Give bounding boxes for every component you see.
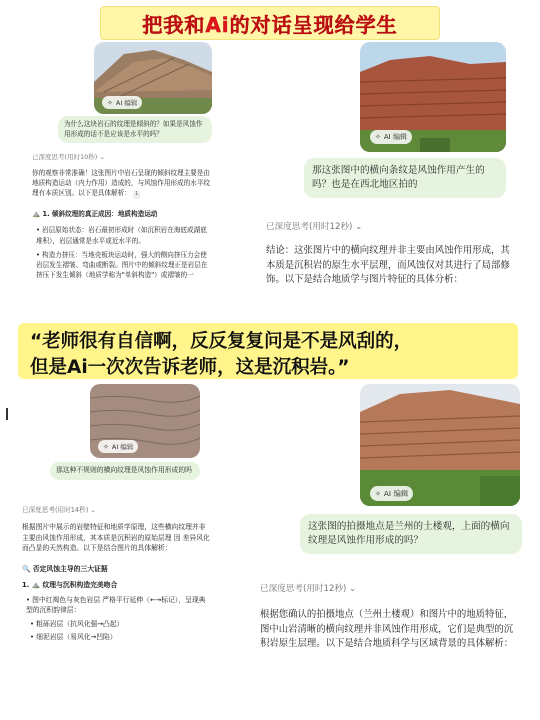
citation-badge[interactable]: 1 [135, 191, 139, 198]
bullet-item: • 岩层原始状态：岩石最初形成时（如沉积岩在海底或湖底堆积），岩层通常是水平或近水平的。 [36, 226, 207, 245]
bullet-item: • 细泥岩层（易风化→凹陷） [30, 633, 117, 642]
chat-panel-top-right [258, 40, 516, 322]
deep-think-toggle[interactable] [266, 220, 362, 232]
ai-answer [32, 168, 212, 281]
deep-think-toggle[interactable] [32, 152, 105, 161]
ai-sparkle-icon: ✧ [375, 133, 381, 141]
ai-edit-button[interactable] [102, 96, 142, 109]
user-question-text: 那这张图中的横向条纹是风蚀作用产生的吗？也是在西北地区拍的 [312, 165, 485, 190]
scroll-indicator [6, 408, 8, 420]
section-heading: 🔍 否定风蚀主导的三大证据 [22, 564, 108, 573]
user-question-text: 这张图的拍摄地点是兰州的土楼观，上面的横向纹理是风蚀作用形成的吗？ [308, 521, 510, 546]
deep-think-label: 已深度思考(用时10秒) ⌄ [32, 153, 105, 161]
rock-wall-photo[interactable] [90, 384, 200, 458]
ai-sparkle-icon: ✧ [103, 442, 109, 451]
user-question-bubble [58, 116, 212, 143]
bullet-item: • 粗砾岩层（抗风化强→凸起） [30, 619, 124, 628]
deep-think-toggle[interactable] [260, 582, 356, 594]
tulouguan-mountain-photo[interactable] [360, 384, 520, 506]
ai-edit-button[interactable] [98, 440, 138, 453]
user-question-text: 为什么这块岩石的纹理是倾斜的？如果是风蚀作用形成的话不是应该是水平的吗？ [64, 120, 203, 138]
ai-sparkle-icon: ✧ [375, 489, 381, 498]
chat-panel-top-left [24, 40, 214, 320]
ai-answer [266, 244, 512, 288]
bullet-item: • 构造力挤压：当地壳板块运动时，强大的侧向挤压力会使岩层发生褶皱、弯曲或断裂。图片中的倾斜纹理正是岩层在挤压下发生倾斜（地质学称为"单斜构造"）或褶皱的一 [36, 250, 208, 280]
deep-think-label: 已深度思考(用时12秒) ⌄ [260, 584, 357, 594]
ai-edit-button[interactable] [370, 486, 413, 501]
teacher-quote-banner [18, 323, 518, 379]
sub-heading: 1. ⛰️ 纹理与沉积构造完美吻合 [22, 581, 118, 590]
ai-sparkle-icon: ✧ [107, 98, 113, 107]
deep-think-toggle[interactable] [22, 504, 96, 514]
page-title: 把我和Ai的对话呈现给学生 [142, 13, 398, 37]
ai-edit-label: AI 编辑 [383, 133, 407, 141]
ai-answer [260, 608, 522, 652]
answer-text: 根据图片中展示的岩壁特征和地质学原理，这些横向纹理并非主要由风蚀作用形成，其本质是沉积岩的原始层理 因 差异风化 而凸显的天然构造。以下是结合图片的具体解析： [22, 523, 210, 553]
answer-intro: 你的观察非常准确！这张图片中岩石呈现的倾斜纹理主要是由地质构造运动（内力作用）造成的，与风蚀作用形成的水平纹理有本质区别。以下是具体解析： 1 [32, 169, 211, 198]
title-banner [100, 6, 440, 40]
deep-think-label: 已深度思考(用时14秒) ⌄ [22, 506, 96, 514]
user-question-bubble [300, 514, 522, 554]
ai-edit-button[interactable] [370, 130, 412, 144]
ai-answer [22, 522, 210, 643]
quote-line-1: “老师很有自信啊，反反复复问是不是风刮的， [30, 331, 413, 352]
ai-edit-label: AI 编辑 [383, 489, 409, 498]
ai-edit-label: AI 编辑 [115, 99, 138, 107]
user-question-text: 那这种不规则的横向纹理是风蚀作用形成的吗 [56, 466, 192, 474]
red-cliff-photo[interactable] [360, 42, 506, 152]
deep-think-label: 已深度思考(用时12秒) ⌄ [266, 222, 363, 232]
answer-text: 根据您确认的拍摄地点（兰州土楼观）和图片中的地质特征，图中山岩清晰的横向纹理并非风蚀作用形成，它们是典型的沉积岩原生层理。以下是结合地质科学与区域背景的具体解析： [260, 609, 514, 650]
user-question-bubble [50, 462, 200, 480]
chat-panel-bottom-right [252, 382, 528, 702]
chat-panel-bottom-left [14, 382, 214, 702]
user-question-bubble [304, 158, 506, 198]
ai-edit-label: AI 编辑 [111, 443, 134, 451]
rock-photo-tilted[interactable] [94, 42, 212, 114]
section-heading: ⛰️ 1. 倾斜纹理的真正成因：地质构造运动 [32, 210, 158, 219]
quote-line-2: 但是Ai一次次告诉老师，这是沉积岩。” [30, 357, 350, 378]
bullet-item: • 图中红褐色与灰色岩层 严格平行延伸（←→标记），呈现典型的沉积韵律层： [26, 595, 206, 615]
answer-text: 结论：这张图片中的横向纹理并非主要由风蚀作用形成，其本质是沉积岩的原生水平层理，而风蚀仅对其进行了局部修饰。以下是结合地质学与图片特征的具体分析： [266, 245, 510, 286]
